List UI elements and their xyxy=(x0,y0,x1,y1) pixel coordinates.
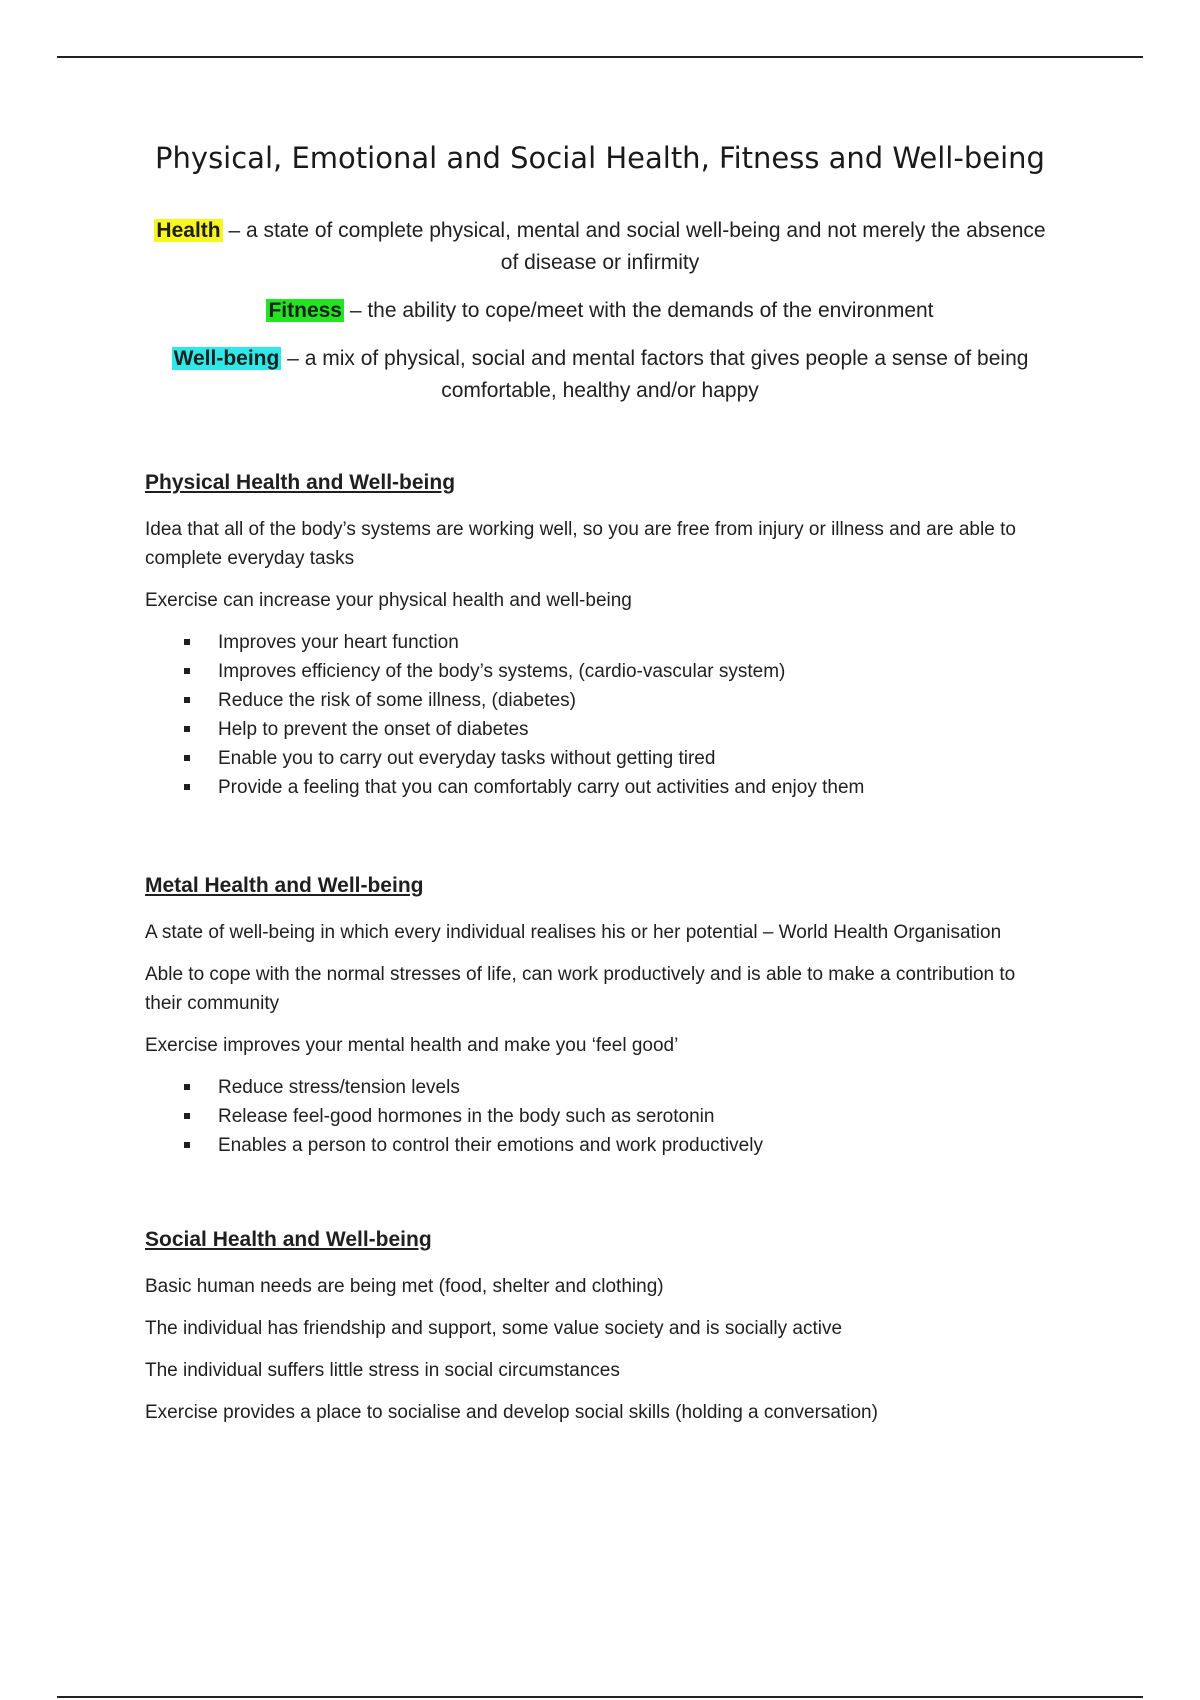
bullet-icon xyxy=(184,697,190,703)
definition-well-being xyxy=(145,343,1055,407)
section-social xyxy=(145,1226,1055,1427)
term-well-being: Well-being xyxy=(173,347,280,370)
bullet-icon xyxy=(184,639,190,645)
bullet-list xyxy=(145,1073,1055,1160)
bullet-icon xyxy=(184,726,190,732)
list-item xyxy=(145,1073,1055,1102)
paragraph: Exercise improves your mental health and make you ‘feel good’ xyxy=(145,1035,679,1056)
bullet-icon xyxy=(184,1113,190,1119)
list-item-text: Provide a feeling that you can comfortably carry out activities and enjoy them xyxy=(218,777,865,798)
bullet-icon xyxy=(184,784,190,790)
section-heading: Physical Health and Well-being xyxy=(145,471,456,494)
list-item xyxy=(145,744,1055,773)
paragraph: A state of well-being in which every individual realises his or her potential – World Health Organisation xyxy=(145,922,1002,943)
bullet-icon xyxy=(184,755,190,761)
paragraph: Idea that all of the body’s systems are working well, so you are free from injury or illness and are able to complete everyday tasks xyxy=(145,519,1016,569)
list-item xyxy=(145,715,1055,744)
list-item-text: Improves your heart function xyxy=(218,632,459,653)
term-health: Health xyxy=(156,219,221,242)
paragraph: Exercise can increase your physical health and well-being xyxy=(145,590,632,611)
definition-text: – the ability to cope/meet with the demands of the environment xyxy=(344,299,934,322)
list-item-text: Help to prevent the onset of diabetes xyxy=(218,719,529,740)
definitions xyxy=(145,215,1055,407)
paragraph: Able to cope with the normal stresses of life, can work productively and is able to make a contribution to their community xyxy=(145,964,1016,1014)
bullet-icon xyxy=(184,1142,190,1148)
list-item xyxy=(145,773,1055,802)
list-item xyxy=(145,628,1055,657)
list-item-text: Enables a person to control their emotions and work productively xyxy=(218,1135,763,1156)
section-heading: Social Health and Well-being xyxy=(145,1228,432,1251)
list-item-text: Release feel-good hormones in the body such as serotonin xyxy=(218,1106,715,1127)
list-item-text: Improves efficiency of the body’s systems, (cardio-vascular system) xyxy=(218,661,786,682)
top-rule xyxy=(57,56,1143,58)
definition-health xyxy=(145,215,1055,279)
term-fitness: Fitness xyxy=(268,299,342,322)
list-item xyxy=(145,1131,1055,1160)
list-item xyxy=(145,686,1055,715)
definition-text: – a state of complete physical, mental and social well-being and not merely the absence of disease or infirmity xyxy=(222,219,1046,274)
list-item-text: Enable you to carry out everyday tasks without getting tired xyxy=(218,748,716,769)
document-page xyxy=(145,140,1055,1440)
definition-fitness xyxy=(145,295,1055,327)
paragraph: Exercise provides a place to socialise and develop social skills (holding a conversation) xyxy=(145,1402,878,1423)
section-physical xyxy=(145,469,1055,802)
list-item-text: Reduce the risk of some illness, (diabetes) xyxy=(218,690,576,711)
definition-text: – a mix of physical, social and mental factors that gives people a sense of being comfortable, healthy and/or happy xyxy=(281,347,1029,402)
list-item-text: Reduce stress/tension levels xyxy=(218,1077,460,1098)
paragraph: The individual suffers little stress in social circumstances xyxy=(145,1360,620,1381)
bullet-icon xyxy=(184,668,190,674)
bullet-icon xyxy=(184,1084,190,1090)
section-mental xyxy=(145,872,1055,1160)
list-item xyxy=(145,657,1055,686)
list-item xyxy=(145,1102,1055,1131)
bottom-rule xyxy=(57,1696,1143,1698)
bullet-list xyxy=(145,628,1055,802)
paragraph: Basic human needs are being met (food, shelter and clothing) xyxy=(145,1276,664,1297)
document-title: Physical, Emotional and Social Health, Fitness and Well-being xyxy=(155,141,1045,175)
paragraph: The individual has friendship and support, some value society and is socially active xyxy=(145,1318,843,1339)
section-heading: Metal Health and Well-being xyxy=(145,874,424,897)
